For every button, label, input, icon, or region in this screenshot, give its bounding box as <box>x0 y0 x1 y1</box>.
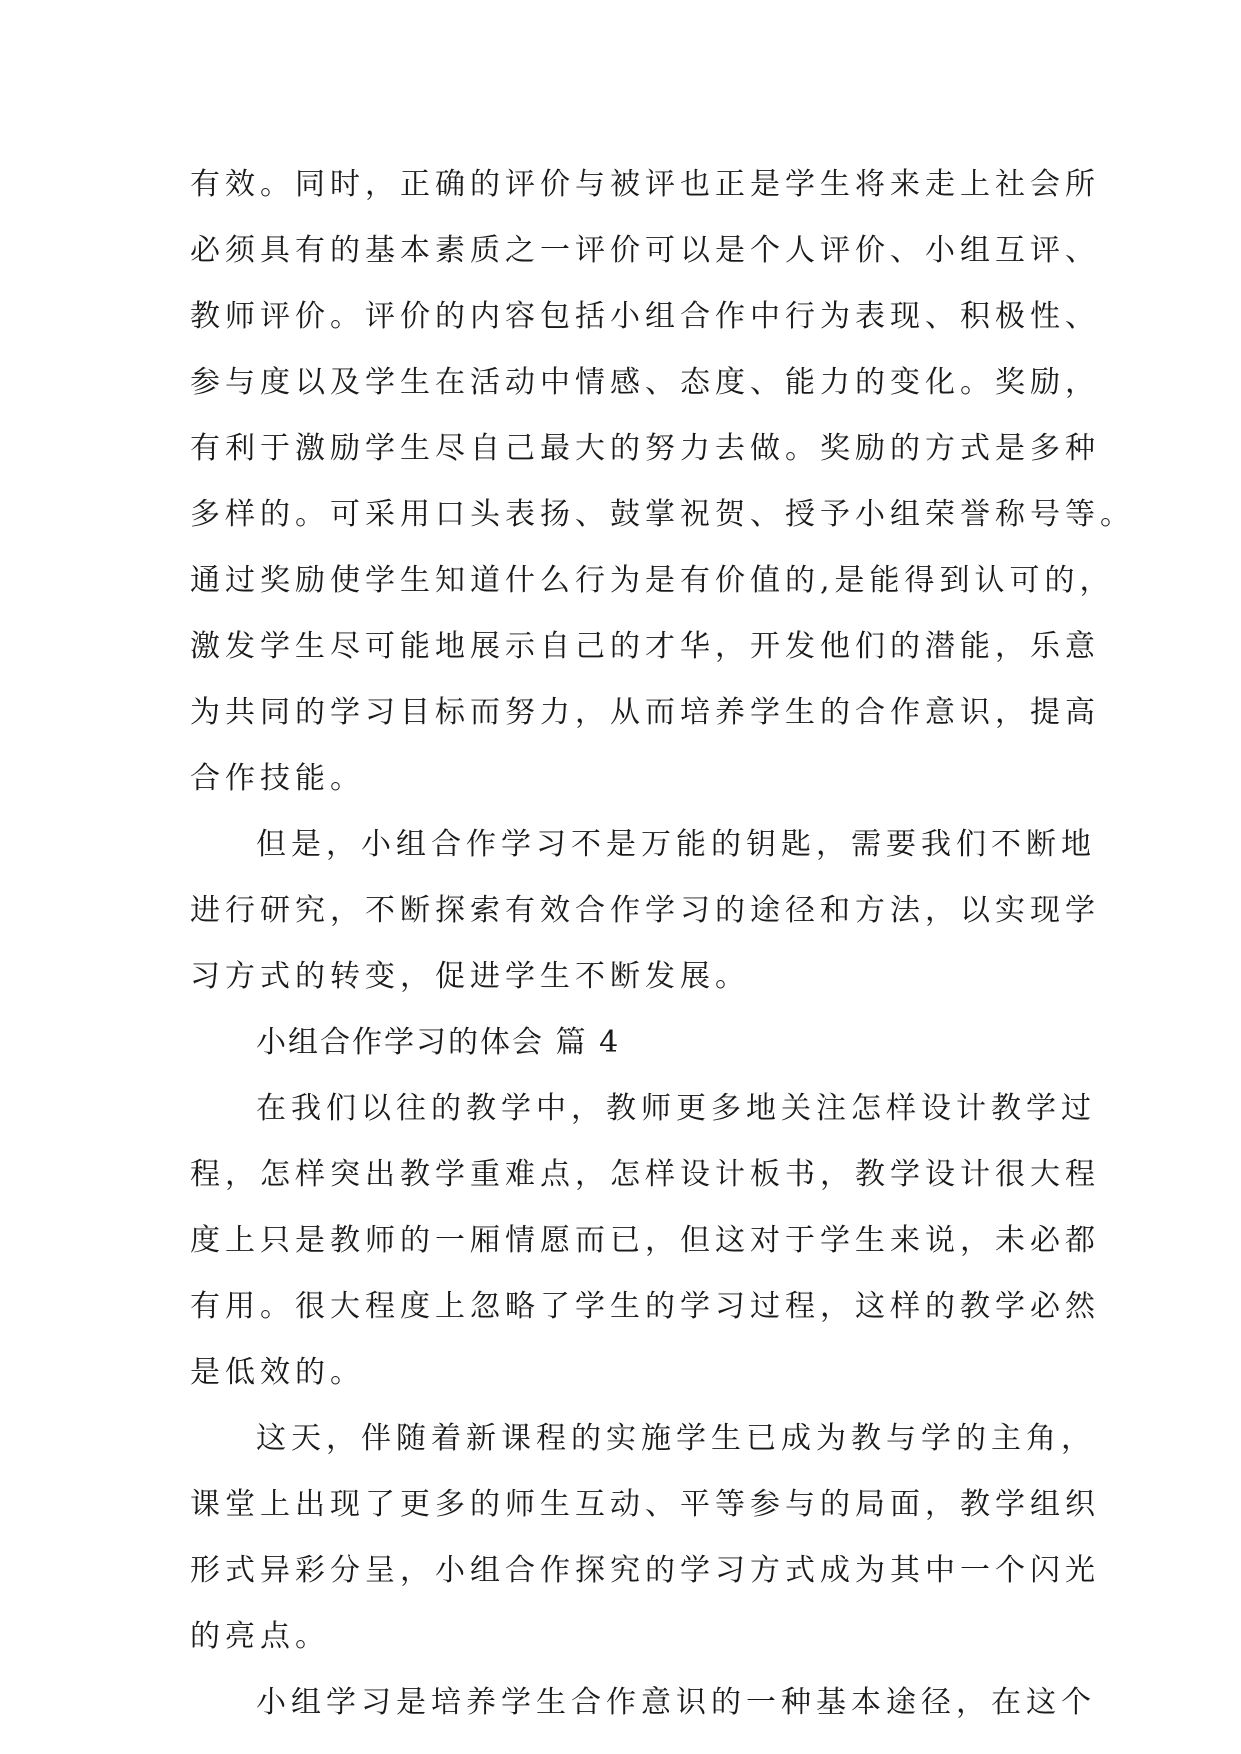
text-line: 参与度以及学生在活动中情感、态度、能力的变化。奖励， <box>190 365 1100 400</box>
text-line: 程，怎样突出教学重难点，怎样设计板书，教学设计很大程 <box>190 1157 1100 1192</box>
text-line: 有效。同时，正确的评价与被评也正是学生将来走上社会所 <box>190 167 1100 202</box>
paragraph-start-line: 在我们以往的教学中，教师更多地关注怎样设计教学过 <box>256 1091 1096 1126</box>
text-line: 有利于激励学生尽自己最大的努力去做。奖励的方式是多种 <box>190 431 1100 466</box>
text-line: 为共同的学习目标而努力，从而培养学生的合作意识，提高 <box>190 695 1100 730</box>
paragraph-start-line: 这天，伴随着新课程的实施学生已成为教与学的主角， <box>256 1421 1096 1456</box>
text-line: 度上只是教师的一厢情愿而已，但这对于学生来说，未必都 <box>190 1223 1100 1258</box>
paragraph-start-line: 但是，小组合作学习不是万能的钥匙，需要我们不断地 <box>256 827 1096 862</box>
text-line: 激发学生尽可能地展示自己的才华，开发他们的潜能，乐意 <box>190 629 1100 664</box>
document-body <box>190 152 1135 1736</box>
text-line: 课堂上出现了更多的师生互动、平等参与的局面，教学组织 <box>190 1487 1100 1522</box>
text-line: 有用。很大程度上忽略了学生的学习过程，这样的教学必然 <box>190 1289 1100 1324</box>
text-line: 习方式的转变，促进学生不断发展。 <box>190 959 750 994</box>
paragraph-start-line: 小组学习是培养学生合作意识的一种基本途径，在这个 <box>256 1685 1096 1720</box>
section-heading: 小组合作学习的体会 篇 4 <box>256 1025 621 1060</box>
text-line: 必须具有的基本素质之一评价可以是个人评价、小组互评、 <box>190 233 1100 268</box>
text-line: 合作技能。 <box>190 761 365 796</box>
text-line: 多样的。可采用口头表扬、鼓掌祝贺、授予小组荣誉称号等。 <box>190 497 1135 532</box>
text-line: 进行研究，不断探索有效合作学习的途径和方法，以实现学 <box>190 893 1100 928</box>
text-line: 教师评价。评价的内容包括小组合作中行为表现、积极性、 <box>190 299 1100 334</box>
text-line: 的亮点。 <box>190 1619 330 1654</box>
text-line: 是低效的。 <box>190 1355 365 1390</box>
text-line: 形式异彩分呈，小组合作探究的学习方式成为其中一个闪光 <box>190 1553 1100 1588</box>
text-line: 通过奖励使学生知道什么行为是有价值的,是能得到认可的， <box>190 563 1115 598</box>
